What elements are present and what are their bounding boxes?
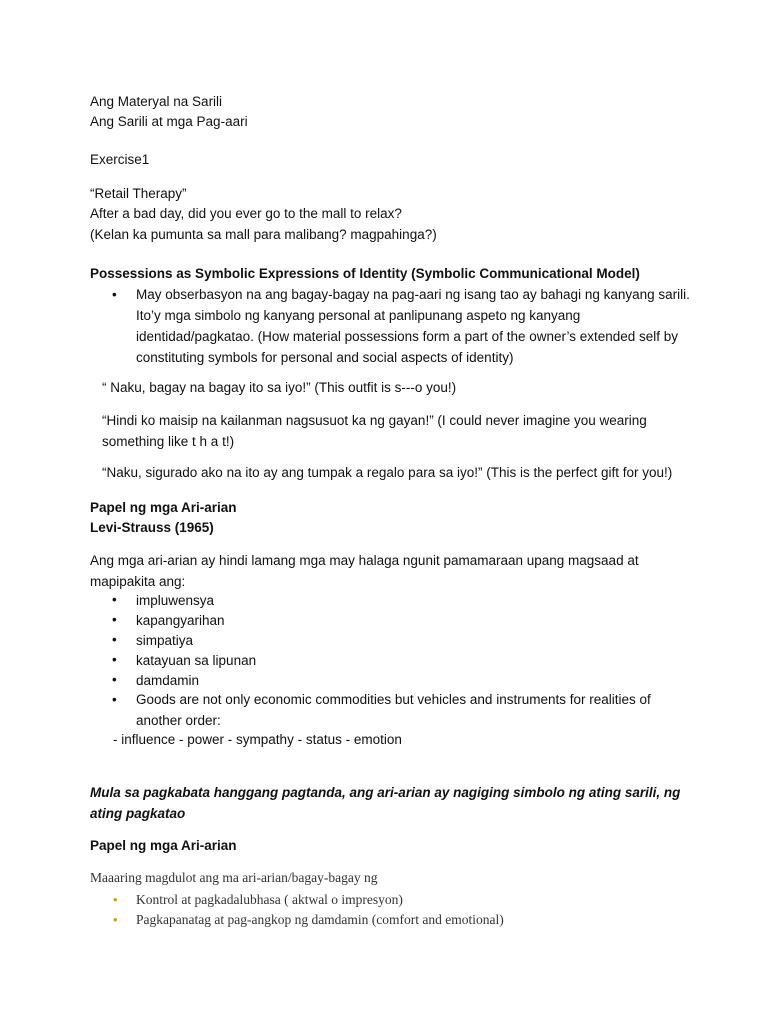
bullet-marker: •	[112, 592, 117, 607]
bullet-marker: •	[112, 672, 117, 687]
bullet-marker: •	[112, 652, 117, 667]
question-text: After a bad day, did you ever go to the mall to relax?	[90, 206, 402, 221]
section-heading-possessions: Possessions as Symbolic Expressions of Identity (Symbolic Communicational Model)	[90, 266, 640, 281]
orange-bullet-marker: •	[113, 912, 118, 927]
quote-three: “Naku, sigurado ako na ito ay ang tumpak a regalo para sa iyo!” (This is the perfect gift for you!)	[102, 465, 673, 480]
retail-therapy-heading: “Retail Therapy”	[90, 186, 187, 201]
section-heading-papel: Papel ng mga Ari-arian	[90, 500, 237, 515]
question-translation: (Kelan ka pumunta sa mall para malibang? magpahinga?)	[90, 227, 437, 242]
bullet-marker: •	[112, 632, 117, 647]
list-item: kapangyarihan	[136, 613, 225, 628]
quote-one: “ Naku, bagay na bagay ito sa iyo!” (This outfit is s---o you!)	[102, 380, 457, 395]
summary-keywords: - influence - power - sympathy - status - emotion	[113, 732, 402, 747]
bullet-observation: May obserbasyon na ang bagay-bagay na pag-aari ng isang tao ay bahagi ng kanyang sarili. Ito’y mga simbolo ng kanyang personal at panlipunang aspeto ng kanyang identidad/pagkatao. (How material possessions form a part of the owner’s extended self by constituting symbols for personal and social aspects of identity)	[136, 287, 690, 365]
paragraph-ari-arian: Ang mga ari-arian ay hindi lamang mga may halaga ngunit pamamaraan upang magsaad at mapipakita ang:	[90, 553, 639, 589]
list-item-goods: Goods are not only economic commodities but vehicles and instruments for realities of another order:	[136, 692, 651, 728]
document-title: Ang Materyal na Sarili	[90, 94, 223, 109]
quote-two: “Hindi ko maisip na kailanman nagsusuot ka ng gayan!” (I could never imagine you wearing something like t h a t!)	[102, 413, 647, 449]
document-subtitle: Ang Sarili at mga Pag-aari	[90, 114, 248, 129]
section-heading-papel-2: Papel ng mga Ari-arian	[90, 838, 237, 853]
bullet-marker: •	[112, 692, 117, 707]
orange-bullet-marker: •	[113, 892, 118, 907]
list-item: simpatiya	[136, 633, 194, 648]
section-subheading-levi-strauss: Levi-Strauss (1965)	[90, 520, 214, 535]
bullet-marker: •	[112, 612, 117, 627]
exercise-label: Exercise1	[90, 152, 150, 167]
serif-intro: Maaaring magdulot ang ma ari-arian/bagay-bagay ng	[90, 870, 378, 885]
list-item: katayuan sa lipunan	[136, 653, 257, 668]
italic-heading: Mula sa pagkabata hanggang pagtanda, ang ari-arian ay nagiging simbolo ng ating sarili, ng ating pagkatao	[90, 785, 681, 821]
list-item: damdamin	[136, 673, 200, 688]
bullet-marker: •	[112, 287, 117, 302]
serif-list-item: Kontrol at pagkadalubhasa ( aktwal o impresyon)	[136, 892, 403, 907]
list-item: impluwensya	[136, 593, 215, 608]
serif-list-item: Pagkapanatag at pag-angkop ng damdamin (comfort and emotional)	[136, 912, 504, 927]
